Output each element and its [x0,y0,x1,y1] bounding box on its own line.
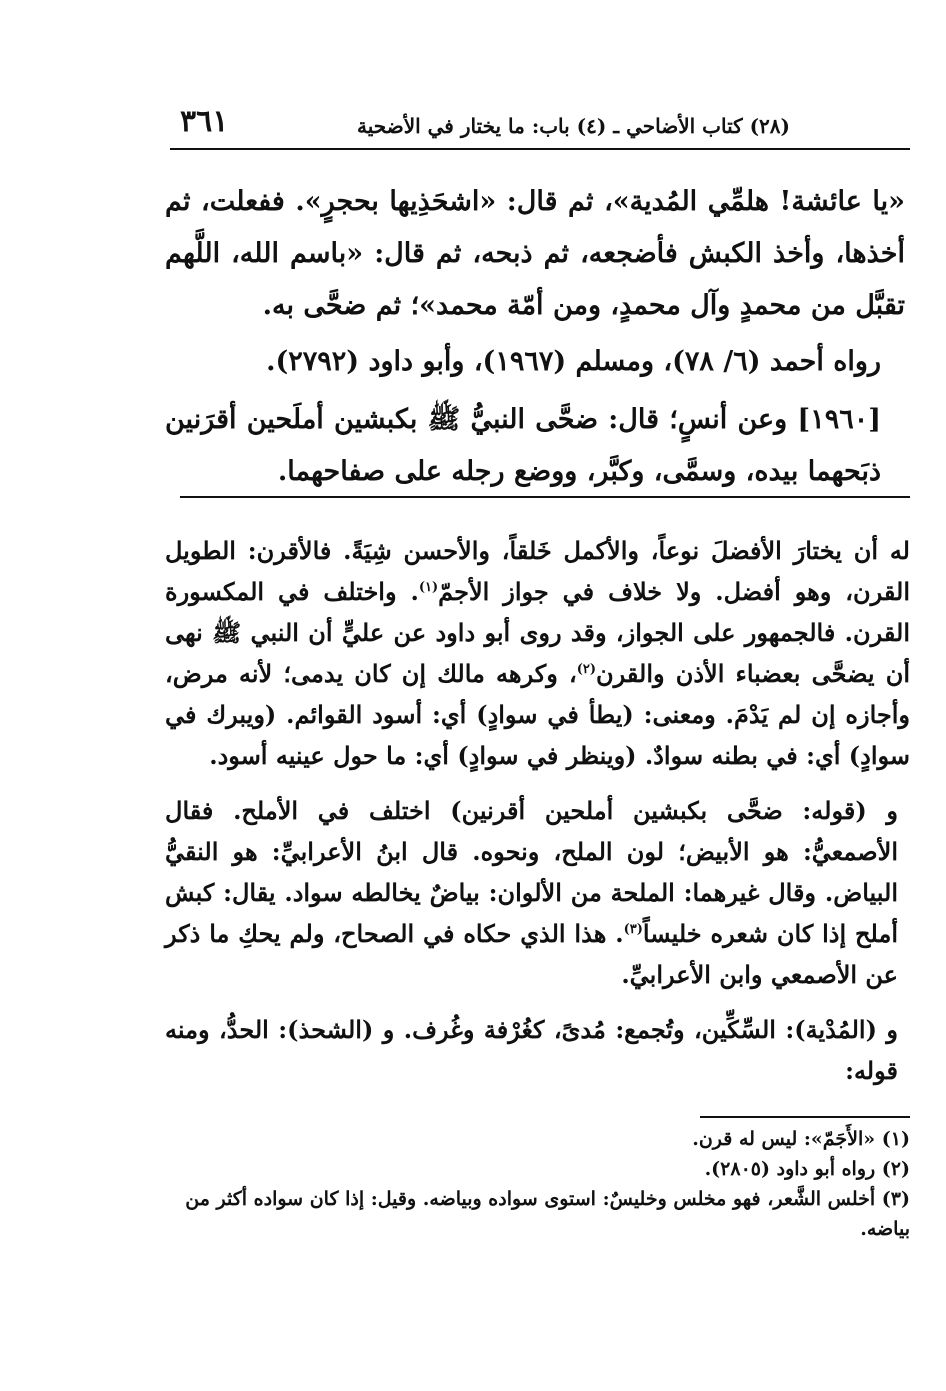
footnote-divider [700,1116,910,1118]
footnote-1: (١) «الأَجَمّ»: ليس له قرن. [692,1128,910,1150]
footnotes-section [160,1124,910,1244]
commentary-text: . هذا الذي حكاه في الصحاح، ولم يحكِ ما ذكر عن الأصمعي وابن الأعرابيِّ. [165,919,898,989]
footnote-3: (٣) أخلس الشَّعر، فهو مخلس وخليسٌ: استوى سواده وبياضه. وقيل: إذا كان سواده أكثر من بياضه. [185,1188,910,1240]
page-number: ٣٦١ [180,104,229,139]
hadith-text: «يا عائشة! هلمِّي المُدية»، ثم قال: «اشحَذِيها بحجرٍ». ففعلت، ثم أخذها، وأخذ الكبش فأضجعه، ثم ذبحه، ثم قال: «باسم الله، اللَّهم تقبَّل من محمدٍ وآل محمدٍ، ومن أمّة محمد»؛ ثم ضحَّى به. [165,186,905,321]
hadith-section [165,176,905,498]
commentary-text: ، وكرهه مالك إن كان يدمى؛ لأنه مرض، وأجازه إن لم يَدْمَ. ومعنى: (يطأ في سوادٍ) أي: أسود القوائم. (ويبرك في سوادٍ) أي: في بطنه سوادٌ. (وينظر في سوادٍ) أي: ما حول عينيه أسود. [165,659,910,770]
hadith-text-1960: [١٩٦٠] وعن أنسٍ؛ قال: ضحَّى النبيُّ ﷺ بكبشين أملَحين أقرَنين ذبَحهما بيده، وسمَّى، وكبَّر، ووضع رجله على صفاحهما. [165,404,881,487]
commentary-text: له أن يختارَ الأفضلَ نوعاً، والأكمل خَلقاً، والأحسن شِيَةً. فالأقرن: الطويل القرن، وهو أفضل. ولا خلاف في جواز الأجمّ [165,536,911,606]
header-divider [170,148,910,150]
footnote-ref: (٢) [576,662,597,677]
running-header [170,98,930,148]
footnote-2: (٢) رواه أبو داود (٢٨٠٥). [704,1158,910,1180]
commentary-text: و (قوله: ضحَّى بكبشين أملحين أقرنين) اختلف في الأملح. فقال الأصمعيُّ: هو الأبيض؛ لون الملح، ونحوه. قال ابنُ الأعرابيِّ: هو النقيُّ البياض. وقال غيرهما: الملحة من الألوان: بياضٌ يخالطه سواد. يقال: كبش أملح إذا كان شعره خليساً [165,796,898,948]
hadith-source: رواه أحمد (٦/ ٧٨)، ومسلم (١٩٦٧)، وأبو داود (٢٧٩٢). [266,346,881,377]
footnote-ref: (٣) [623,922,643,937]
commentary-paragraph: و (المُدْية): السِّكِّين، وتُجمع: مُدىً، كغُرْفة وغُرف. و (الشحذ): الحدُّ، ومنه قوله: [165,1015,898,1085]
commentary-section [165,530,910,1091]
header-title: (٢٨) كتاب الأضاحي ـ (٤) باب: ما يختار في الأضحية [357,114,790,138]
section-divider [180,496,910,498]
commentary-text: . واختلف في المكسورة القرن. فالجمهور على الجواز، وقد روى أبو داود عن عليٍّ أن النبي ﷺ نهى أن يضحَّى بعضباء الأذن والقرن [165,577,910,688]
commentary-paragraph [165,530,910,776]
commentary-paragraph [165,790,910,995]
footnote-ref: (١) [418,580,439,595]
